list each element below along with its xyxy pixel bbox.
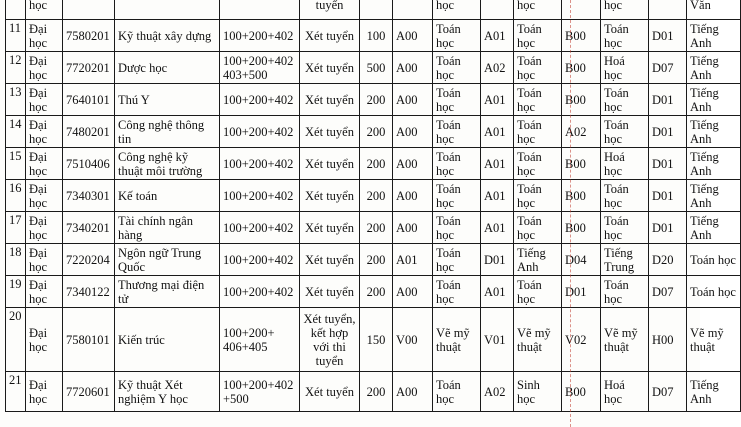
table-row [6, 116, 741, 148]
cell-stt: 18 [6, 244, 26, 276]
cell-code: 7580201 [63, 20, 115, 52]
cell-combo3: B00 [562, 212, 601, 244]
table-row [6, 276, 741, 308]
cell-quota: 200 [360, 276, 393, 308]
cell-combo4: D01 [649, 212, 687, 244]
cell-stt: 19 [6, 276, 26, 308]
cell-stt: 21 [6, 372, 26, 412]
cell-combo4: D01 [649, 180, 687, 212]
cell-combo3: A02 [562, 116, 601, 148]
cell-combo4: D01 [649, 20, 687, 52]
cell-combo4: D01 [649, 148, 687, 180]
cell-combo2: A01 [481, 20, 514, 52]
cell-subject4: Tiếng Anh [687, 148, 741, 180]
cell-subject2: Toán học [514, 20, 562, 52]
cell-mode: 100+200+402 403+500 [220, 52, 300, 84]
cell-level: học [26, 0, 63, 20]
cell-combo3: B00 [562, 52, 601, 84]
cell-subject4: Tiếng Anh [687, 84, 741, 116]
cell-combo3: B00 [562, 20, 601, 52]
cell-stt: 11 [6, 20, 26, 52]
cell-combo3: B00 [562, 372, 601, 412]
cell-name: Kỹ thuật xây dựng [115, 20, 220, 52]
cell-mode: 100+200+402 [220, 244, 300, 276]
cell-subject4: Tiếng Anh [687, 372, 741, 412]
cell-method: Xét tuyển [300, 116, 360, 148]
cell-combo1: A00 [393, 20, 433, 52]
cell-combo2: A01 [481, 180, 514, 212]
cell-name: Công nghệ kỹ thuật môi trường [115, 148, 220, 180]
cell-code: 7220204 [63, 244, 115, 276]
cell-stt: 14 [6, 116, 26, 148]
cell-combo3: B00 [562, 84, 601, 116]
cell-subject4: Tiếng Anh [687, 212, 741, 244]
cell-combo2: A01 [481, 276, 514, 308]
cell-quota: 200 [360, 84, 393, 116]
cell-subject3: Toán học [601, 20, 649, 52]
cell-combo4: D07 [649, 52, 687, 84]
cell-subject4: Tiếng Anh [687, 20, 741, 52]
table-row-partial [6, 0, 741, 20]
cell-level: Đại học [26, 180, 63, 212]
cell-quota [360, 0, 393, 20]
cell-name: Dược học [115, 52, 220, 84]
cell-combo1: A00 [393, 84, 433, 116]
cell-combo2: A01 [481, 148, 514, 180]
cell-subject4: Tiếng Anh [687, 52, 741, 84]
cell-combo2: A01 [481, 84, 514, 116]
cell-combo1: A00 [393, 148, 433, 180]
cell-level: Đại học [26, 148, 63, 180]
cell-name [115, 0, 220, 20]
cell-subject4: Tiếng Anh [687, 116, 741, 148]
cell-quota: 200 [360, 244, 393, 276]
cell-method: Xét tuyển [300, 180, 360, 212]
cell-method: Xét tuyển [300, 212, 360, 244]
cell-name: Công nghệ thông tin [115, 116, 220, 148]
cell-combo2: A01 [481, 116, 514, 148]
cell-subject2: Toán học [514, 180, 562, 212]
table-row [6, 20, 741, 52]
table-row [6, 372, 741, 412]
cell-combo1: A00 [393, 276, 433, 308]
cell-combo4: D20 [649, 244, 687, 276]
cell-subject1: Toán học [433, 276, 481, 308]
table-row [6, 244, 741, 276]
cell-method: Xét tuyển [300, 244, 360, 276]
cell-level: Đại học [26, 84, 63, 116]
cell-subject3: Hoá học [601, 52, 649, 84]
cell-combo1: A01 [393, 244, 433, 276]
cell-combo3: B00 [562, 148, 601, 180]
cell-subject1: Toán học [433, 84, 481, 116]
cell-mode: 100+200+402 +500 [220, 372, 300, 412]
cell-level: Đại học [26, 372, 63, 412]
cell-code: 7340301 [63, 180, 115, 212]
scan-fold-line [570, 0, 571, 427]
cell-combo4: D01 [649, 116, 687, 148]
cell-level: Đại học [26, 276, 63, 308]
cell-mode: 100+200+402 [220, 180, 300, 212]
cell-stt: 17 [6, 212, 26, 244]
cell-name: Tài chính ngân hàng [115, 212, 220, 244]
cell-level: Đại học [26, 20, 63, 52]
cell-subject2: Toán học [514, 52, 562, 84]
cell-subject1: học [433, 0, 481, 20]
cell-combo3: D01 [562, 276, 601, 308]
cell-level: Đại học [26, 244, 63, 276]
cell-name: Thương mại điện tử [115, 276, 220, 308]
cell-combo3: D04 [562, 244, 601, 276]
cell-combo2 [481, 0, 514, 20]
cell-subject2: Toán học [514, 148, 562, 180]
cell-combo4: D07 [649, 276, 687, 308]
cell-subject3: Toán học [601, 116, 649, 148]
cell-code [63, 0, 115, 20]
cell-subject2: Toán học [514, 116, 562, 148]
cell-code: 7580101 [63, 308, 115, 372]
cell-combo1 [393, 0, 433, 20]
cell-method: Xét tuyển, kết hợp với thi tuyển [300, 308, 360, 372]
cell-quota: 200 [360, 372, 393, 412]
cell-mode: 100+200+402 [220, 148, 300, 180]
cell-subject3: Toán học [601, 212, 649, 244]
cell-method: Xét tuyển [300, 20, 360, 52]
cell-subject3: Hoá học [601, 148, 649, 180]
table-row [6, 84, 741, 116]
cell-subject2: Vẽ mỹ thuật [514, 308, 562, 372]
cell-subject1: Toán học [433, 148, 481, 180]
cell-combo1: A00 [393, 372, 433, 412]
cell-stt: 12 [6, 52, 26, 84]
cell-mode: 100+200+402 [220, 212, 300, 244]
cell-quota: 200 [360, 148, 393, 180]
cell-combo3 [562, 0, 601, 20]
cell-method: Xét tuyển [300, 372, 360, 412]
table-row [6, 308, 741, 372]
cell-stt: 16 [6, 180, 26, 212]
cell-combo2: A01 [481, 212, 514, 244]
cell-subject4: Văn [687, 0, 741, 20]
cell-level: Đại học [26, 308, 63, 372]
cell-name: Kỹ thuật Xét nghiệm Y học [115, 372, 220, 412]
cell-code: 7480201 [63, 116, 115, 148]
cell-subject3: Vẽ mỹ thuật [601, 308, 649, 372]
cell-stt: 20 [6, 308, 26, 372]
cell-name: Ngôn ngữ Trung Quốc [115, 244, 220, 276]
cell-quota: 500 [360, 52, 393, 84]
cell-stt: 13 [6, 84, 26, 116]
table-row [6, 180, 741, 212]
cell-subject1: Toán học [433, 52, 481, 84]
cell-subject1: Toán học [433, 116, 481, 148]
cell-subject2: Tiếng Anh [514, 244, 562, 276]
cell-code: 7340122 [63, 276, 115, 308]
cell-combo3: B00 [562, 180, 601, 212]
cell-subject4: Toán học [687, 244, 741, 276]
cell-combo1: A00 [393, 212, 433, 244]
cell-combo1: A00 [393, 116, 433, 148]
cell-method: Xét tuyển [300, 52, 360, 84]
cell-subject3: Tiếng Trung [601, 244, 649, 276]
table-row [6, 148, 741, 180]
cell-mode [220, 0, 300, 20]
cell-subject1: Toán học [433, 20, 481, 52]
cell-subject2: học [514, 0, 562, 20]
cell-combo2: A02 [481, 52, 514, 84]
cell-subject1: Toán học [433, 244, 481, 276]
cell-stt [6, 0, 26, 20]
cell-subject3: học [601, 0, 649, 20]
cell-mode: 100+200+402 [220, 116, 300, 148]
cell-combo1: A00 [393, 52, 433, 84]
cell-mode: 100+200+ 406+405 [220, 308, 300, 372]
cell-level: Đại học [26, 212, 63, 244]
cell-combo2: V01 [481, 308, 514, 372]
cell-code: 7720201 [63, 52, 115, 84]
cell-subject1: Toán học [433, 212, 481, 244]
cell-subject3: Toán học [601, 84, 649, 116]
cell-subject2: Toán học [514, 84, 562, 116]
cell-subject2: Toán học [514, 276, 562, 308]
cell-name: Thú Y [115, 84, 220, 116]
cell-subject1: Toán học [433, 180, 481, 212]
cell-combo3: V02 [562, 308, 601, 372]
cell-method: Xét tuyển [300, 148, 360, 180]
cell-code: 7640101 [63, 84, 115, 116]
cell-subject3: Toán học [601, 276, 649, 308]
cell-subject1: Vẽ mỹ thuật [433, 308, 481, 372]
cell-subject2: Sinh học [514, 372, 562, 412]
cell-mode: 100+200+402 [220, 276, 300, 308]
cell-quota: 150 [360, 308, 393, 372]
cell-combo1: A00 [393, 180, 433, 212]
cell-combo4: D07 [649, 372, 687, 412]
cell-code: 7340201 [63, 212, 115, 244]
cell-mode: 100+200+402 [220, 20, 300, 52]
cell-method: Xét tuyển [300, 276, 360, 308]
cell-code: 7720601 [63, 372, 115, 412]
cell-combo2: A02 [481, 372, 514, 412]
cell-quota: 200 [360, 212, 393, 244]
table-row [6, 52, 741, 84]
cell-mode: 100+200+402 [220, 84, 300, 116]
cell-combo4: D01 [649, 84, 687, 116]
cell-combo2: D01 [481, 244, 514, 276]
cell-code: 7510406 [63, 148, 115, 180]
cell-quota: 200 [360, 180, 393, 212]
cell-name: Kế toán [115, 180, 220, 212]
cell-level: Đại học [26, 116, 63, 148]
cell-method: Xét tuyển [300, 84, 360, 116]
cell-subject4: Tiếng Anh [687, 180, 741, 212]
cell-subject4: Vẽ mỹ thuật [687, 308, 741, 372]
table-row [6, 212, 741, 244]
cell-subject2: Toán học [514, 212, 562, 244]
cell-combo1: V00 [393, 308, 433, 372]
cell-combo4 [649, 0, 687, 20]
cell-quota: 100 [360, 20, 393, 52]
cell-subject1: Toán học [433, 372, 481, 412]
cell-level: Đại học [26, 52, 63, 84]
cell-name: Kiến trúc [115, 308, 220, 372]
cell-stt: 15 [6, 148, 26, 180]
cell-method: tuyển [300, 0, 360, 20]
cell-combo4: H00 [649, 308, 687, 372]
cell-subject3: Toán học [601, 180, 649, 212]
cell-subject4: Toán học [687, 276, 741, 308]
admissions-table [5, 0, 741, 412]
cell-quota: 200 [360, 116, 393, 148]
cell-subject3: Hoá học [601, 372, 649, 412]
